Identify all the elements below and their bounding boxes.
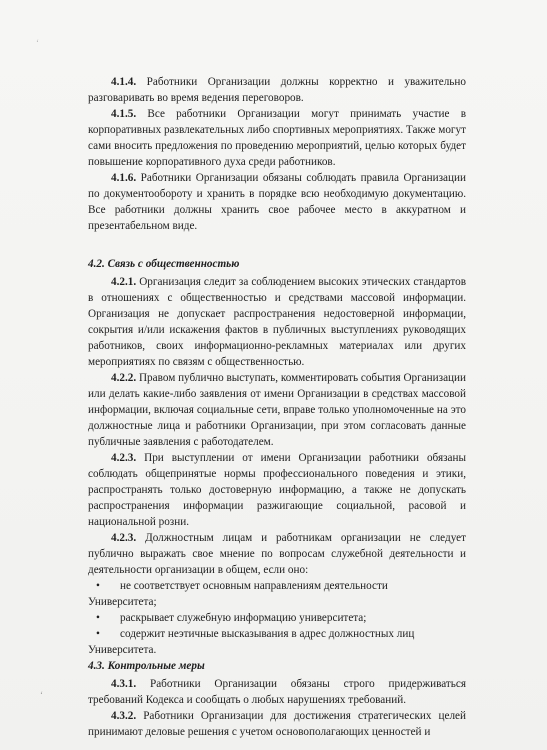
bullet-icon: • xyxy=(96,628,100,640)
clause-number: 4.2.3. xyxy=(111,452,137,464)
clause-text: Организация следит за соблюдением высоких этических стандартов в отношениях с общественностью и средствами массовой информации. Организация не допускает распространения недостоверной информации, сокрытия и/или искажения фактов в публичных выступлениях руководящих работников, своих информационно-рекламных материалах или других мероприятиях по связям с общественностью. xyxy=(88,276,466,368)
paragraph-4-1-4 xyxy=(88,74,466,106)
bullet-continuation: Университета. xyxy=(88,644,157,656)
clause-text: Правом публично выступать, комментировать события Организации или делать какие-либо заявления от имени Организации в средствах массовой информации, включая социальные сети, вправе только уполномоченные на это должностные лица и работники Организации, при этом согласовать данные публичные заявления с работодателем. xyxy=(88,372,466,448)
bullet-item xyxy=(88,578,466,610)
clause-number: 4.2.3. xyxy=(111,532,137,544)
clause-text: Должностным лицам и работникам организации не следует публично выражать свое мнение по вопросам служебной деятельности и деятельности организации в общем, если оно: xyxy=(88,532,466,576)
bullet-icon: • xyxy=(96,612,100,624)
bullet-continuation: Университета; xyxy=(88,596,157,608)
bullet-text: не соответствует основным направлениям деятельности xyxy=(120,580,388,592)
clause-text: Работники Организации обязаны строго придерживаться требований Кодекса и сообщать о любых нарушениях требований. xyxy=(88,678,466,706)
bullet-item xyxy=(88,610,466,626)
clause-number: 4.1.5. xyxy=(111,108,137,120)
clause-text: Работники Организации обязаны соблюдать правила Организации по документообороту и хранить в порядке всю необходимую документацию. Все работники должны хранить свое рабочее место в аккуратном и презентабельном виде. xyxy=(88,172,466,232)
section-heading-4-2: 4.2. Связь с общественностью xyxy=(88,258,240,270)
clause-text: Работники Организации для достижения стратегических целей принимают деловые решения с учетом основополагающих ценностей и xyxy=(88,710,466,738)
paragraph-4-2-1 xyxy=(88,274,466,370)
paragraph-4-3-2 xyxy=(88,708,466,740)
bullet-item xyxy=(88,626,466,658)
clause-number: 4.1.6. xyxy=(111,172,137,184)
clause-text: Все работники Организации могут принимать участие в корпоративных развлекательных либо спортивных мероприятиях. Также могут сами вносить предложения по проведению мероприятий, целью которых будет повышение корпоративного духа среди работников. xyxy=(88,108,466,168)
paragraph-4-3-1 xyxy=(88,676,466,708)
scan-mark: ʻ xyxy=(40,690,43,700)
clause-number: 4.3.2. xyxy=(111,710,137,722)
paragraph-4-2-3 xyxy=(88,450,466,530)
document-body xyxy=(88,74,466,740)
bullet-text: содержит неэтичные высказывания в адрес должностных лиц xyxy=(120,628,415,640)
section-heading-4-3: 4.3. Контрольные меры xyxy=(88,660,205,672)
scan-mark: ʻ xyxy=(36,38,39,48)
clause-number: 4.2.2. xyxy=(111,372,137,384)
bullet-text: раскрывает служебную информацию университета; xyxy=(120,612,367,624)
clause-text: При выступлении от имени Организации работники обязаны соблюдать общепринятые нормы профессионального поведения и этики, распространять только достоверную информацию, а также не допускать распространения информации разжигающие социальной, расовой и национальной розни. xyxy=(88,452,466,528)
bullet-line xyxy=(88,578,466,594)
paragraph-4-1-6 xyxy=(88,170,466,234)
bullet-icon: • xyxy=(96,580,100,592)
paragraph-4-2-2 xyxy=(88,370,466,450)
bullet-line xyxy=(88,626,466,642)
clause-text: Работники Организации должны корректно и уважительно разговаривать во время ведения переговоров. xyxy=(88,76,466,104)
clause-number: 4.2.1. xyxy=(111,276,137,288)
bullet-line xyxy=(88,610,466,626)
paragraph-4-2-3-b xyxy=(88,530,466,578)
clause-number: 4.3.1. xyxy=(111,678,137,690)
clause-number: 4.1.4. xyxy=(111,76,137,88)
paragraph-4-1-5 xyxy=(88,106,466,170)
